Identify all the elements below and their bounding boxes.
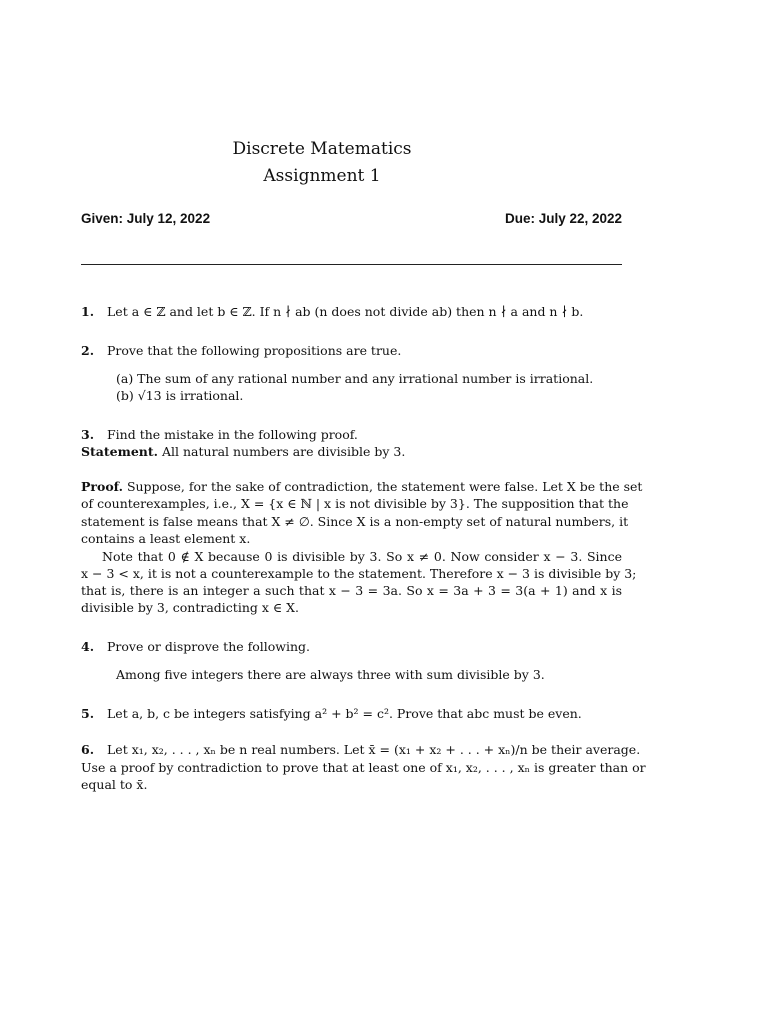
proof-line-6: x − 3 < x, it is not a counterexample to the statement. Therefore x − 3 is divisible by 3; [81, 566, 637, 581]
problem-2 [81, 343, 401, 359]
problem-number: 3. [81, 427, 95, 442]
document-title: Discrete Matematics [232, 139, 412, 159]
problem-text: Find the mistake in the following proof. [107, 427, 358, 442]
problem-number: 6. [81, 742, 95, 757]
document-subtitle: Assignment 1 [263, 166, 381, 186]
problem-text: Let a ∈ ℤ and let b ∈ ℤ. If n ∤ ab (n does not divide ab) then n ∤ a and n ∤ b. [107, 304, 584, 319]
proof-line-7: that is, there is an integer a such that x − 3 = 3a. So x = 3a + 3 = 3(a + 1) and x is [81, 583, 622, 598]
problem-number: 4. [81, 639, 95, 654]
statement [81, 444, 405, 460]
problem-text: Prove that the following propositions are true. [107, 343, 402, 358]
problem-number: 1. [81, 304, 95, 319]
problem-6-line-3: equal to x̄. [81, 777, 148, 792]
proof-line-1 [81, 479, 643, 495]
horizontal-rule [81, 264, 622, 265]
problem-6-line-2: Use a proof by contradiction to prove that at least one of x₁, x₂, . . . , xₙ is greater than or [81, 760, 646, 775]
statement-label: Statement. [81, 444, 159, 459]
statement-text: All natural numbers are divisible by 3. [162, 444, 406, 459]
due-date: Due: July 22, 2022 [505, 211, 623, 226]
problem-number: 5. [81, 706, 95, 721]
proof-line-3: statement is false means that X ≠ ∅. Since X is a non-empty set of natural numbers, it [81, 514, 629, 529]
problem-2a: (a) The sum of any rational number and any irrational number is irrational. [116, 371, 594, 386]
problem-3 [81, 427, 358, 443]
problem-1 [81, 304, 583, 320]
given-date: Given: July 12, 2022 [81, 211, 211, 226]
problem-text: Let a, b, c be integers satisfying a² + b² = c². Prove that abc must be even. [107, 706, 582, 721]
problem-6-line-1 [81, 742, 641, 758]
problem-2b: (b) √13 is irrational. [116, 388, 244, 403]
proof-label: Proof. [81, 479, 123, 494]
problem-5 [81, 706, 582, 722]
problem-text: Let x₁, x₂, . . . , xₙ be n real numbers. Let x̄ = (x₁ + x₂ + . . . + xₙ)/n be their average. [107, 742, 641, 757]
problem-4-claim: Among five integers there are always three with sum divisible by 3. [116, 667, 545, 682]
problem-text: Prove or disprove the following. [107, 639, 311, 654]
problem-number: 2. [81, 343, 95, 358]
proof-line-2: of counterexamples, i.e., X = {x ∈ ℕ | x is not divisible by 3}. The supposition that the [81, 496, 629, 511]
proof-line-8: divisible by 3, contradicting x ∈ X. [81, 600, 299, 615]
proof-line-4: contains a least element x. [81, 531, 251, 546]
problem-4 [81, 639, 310, 655]
proof-text: Suppose, for the sake of contradiction, the statement were false. Let X be the set [126, 479, 643, 494]
proof-line-5: Note that 0 ∉ X because 0 is divisible by 3. So x ≠ 0. Now consider x − 3. Since [102, 549, 622, 564]
